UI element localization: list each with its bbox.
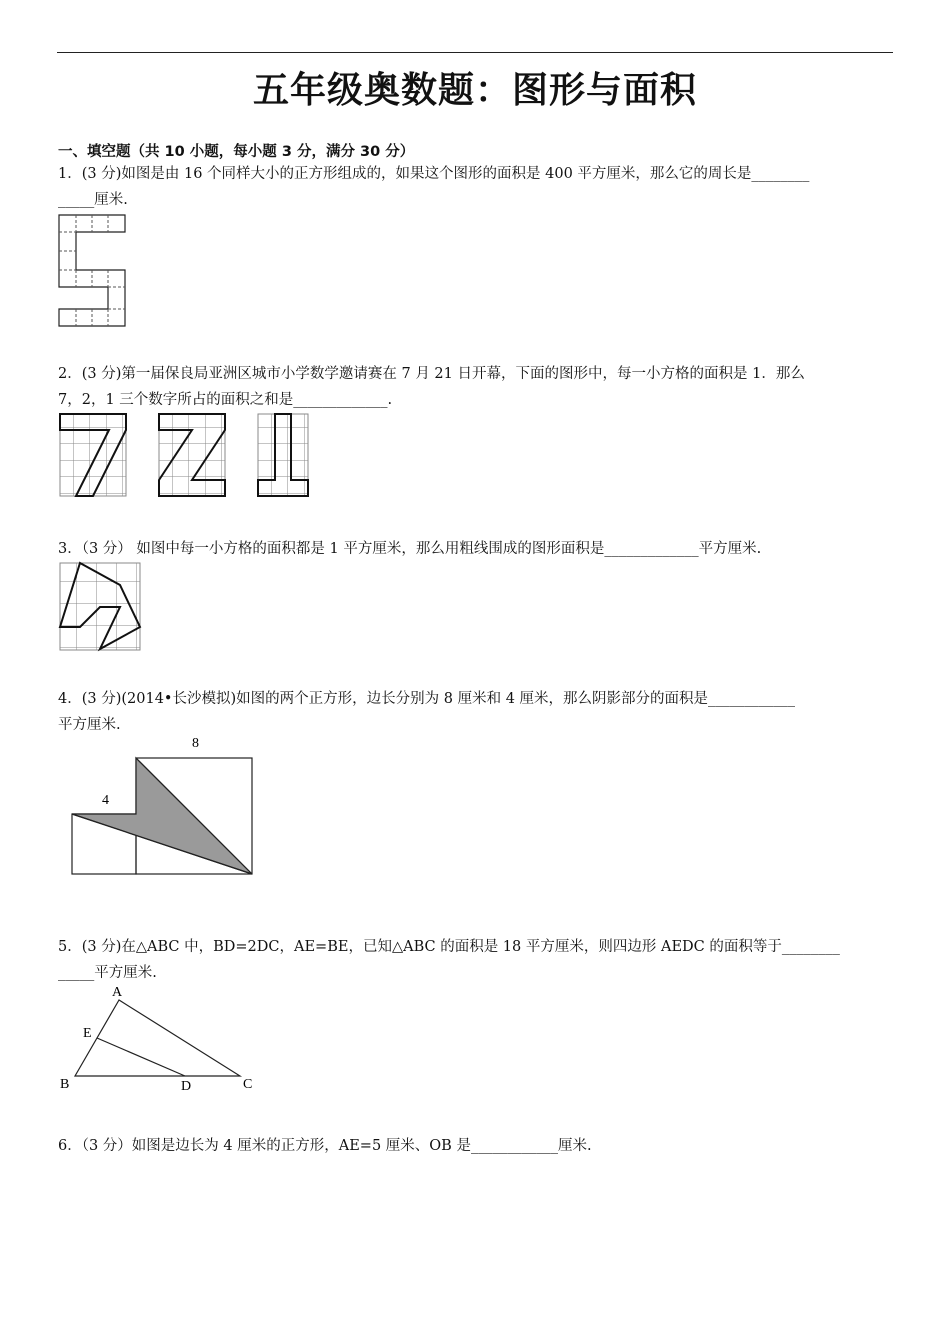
- label-B: B: [60, 1077, 70, 1092]
- question-3: [58, 536, 894, 562]
- question-6-line1: 6．（3 分）如图是边长为 4 厘米的正方形，AE=5 厘米、OB 是____________厘米.: [58, 1138, 592, 1154]
- question-2-line1: 2．(3 分)第一届保良局亚洲区城市小学数学邀请赛在 7 月 21 日开幕，下面的图形中，每一小方格的面积是 1．那么: [58, 366, 805, 382]
- question-5-line2: _____平方厘米.: [58, 965, 157, 981]
- header-rule: [57, 52, 893, 53]
- question-6: [58, 1133, 894, 1159]
- question-4-line1: 4．(3 分)(2014•长沙模拟)如图的两个正方形，边长分别为 8 厘米和 4 厘米，那么阴影部分的面积是____________: [58, 691, 796, 707]
- section-heading: 一、填空题（共 10 小题，每小题 3 分，满分 30 分）: [58, 144, 415, 160]
- figure-q5-triangle: [57, 982, 263, 1096]
- label-D: D: [181, 1079, 192, 1094]
- digit-7-grid: [60, 414, 126, 496]
- question-4-line2: 平方厘米.: [58, 717, 121, 733]
- shaded-region: [72, 758, 252, 874]
- question-4: [58, 686, 894, 738]
- figure-q1-s-shape: [57, 213, 129, 331]
- label-E: E: [83, 1026, 92, 1041]
- figure-q2-digits: [57, 411, 317, 499]
- label-A: A: [112, 985, 123, 1000]
- question-5-line1: 5．(3 分)在△ABC 中，BD=2DC，AE=BE，已知△ABC 的面积是 18 平方厘米，则四边形 AEDC 的面积等于________: [58, 939, 840, 955]
- digit-2-grid: [159, 414, 225, 496]
- question-1: [58, 161, 894, 213]
- question-1-line2: _____厘米.: [58, 192, 128, 208]
- label-8: 8: [192, 736, 199, 751]
- digit-1-grid: [258, 414, 308, 496]
- label-C: C: [243, 1077, 253, 1092]
- figure-q4-two-squares: [66, 733, 258, 879]
- question-2-line2: 7，2，1 三个数字所占的面积之和是_____________.: [58, 392, 393, 408]
- figure-q3-grid-polygon: [57, 560, 143, 652]
- page-title: 五年级奥数题：图形与面积: [252, 70, 697, 111]
- label-4: 4: [102, 793, 109, 808]
- question-1-line1: 1．(3 分)如图是由 16 个同样大小的正方形组成的，如果这个图形的面积是 400 平方厘米，那么它的周长是________: [58, 166, 810, 182]
- question-5: [58, 934, 894, 986]
- question-3-line1: 3．（3 分） 如图中每一小方格的面积都是 1 平方厘米，那么用粗线围成的图形面积是_____________平方厘米.: [58, 541, 762, 557]
- question-2: [58, 361, 894, 413]
